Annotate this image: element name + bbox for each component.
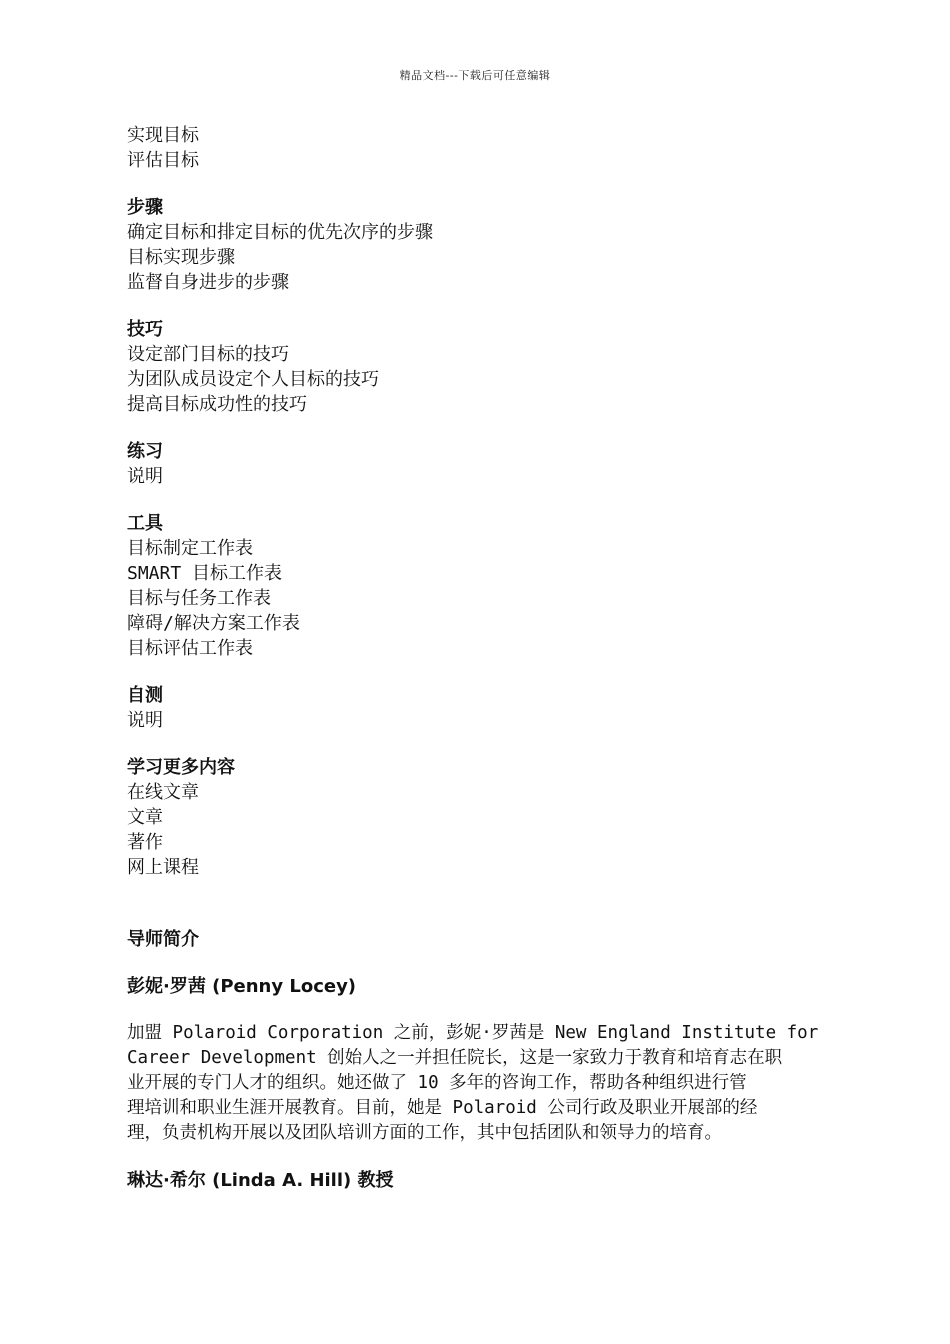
bio-line: 理培训和职业生涯开展教育。目前，她是 Polaroid 公司行政及职业开展部的经 [127,1098,758,1118]
bio-line: 加盟 Polaroid Corporation 之前，彭妮·罗茜是 New England Institute for [127,1023,819,1043]
section-steps [127,195,817,295]
list-item: SMART 目标工作表 [127,563,283,584]
section-heading: 工具 [127,513,163,534]
list-item: 说明 [127,710,163,731]
section-tools [127,511,817,661]
bio-line: Career Development 创始人之一并担任院长，这是一家致力于教育和培育志在职 [127,1048,783,1068]
mentors-section [127,927,817,1193]
document-body [127,123,817,1193]
section-learn-more [127,755,817,880]
list-item: 监督自身进步的步骤 [127,272,289,293]
page-header: 精品文档---下载后可任意编辑 [399,69,551,82]
list-item: 目标实现步骤 [127,247,235,268]
bio-line: 业开展的专门人才的组织。她还做了 10 多年的咨询工作，帮助各种组织进行管 [127,1073,747,1093]
list-item: 目标制定工作表 [127,538,253,559]
list-item: 著作 [127,832,163,853]
section-heading: 练习 [127,441,163,462]
list-item: 文章 [127,807,163,828]
section-heading: 自测 [127,685,163,706]
list-item: 设定部门目标的技巧 [127,344,289,365]
section-self-test [127,683,817,733]
list-item: 目标评估工作表 [127,638,253,659]
mentor-name: 琳达·希尔 (Linda A. Hill) 教授 [127,1170,394,1191]
list-item: 为团队成员设定个人目标的技巧 [127,369,379,390]
list-item: 提高目标成功性的技巧 [127,394,307,415]
mentors-title: 导师简介 [127,929,199,950]
intro-list [127,123,817,173]
list-item: 确定目标和排定目标的优先次序的步骤 [127,222,433,243]
list-item: 目标与任务工作表 [127,588,271,609]
section-heading: 学习更多内容 [127,757,235,778]
list-item: 网上课程 [127,857,199,878]
mentor-bio [127,1021,817,1146]
section-heading: 步骤 [127,197,163,218]
list-item: 实现目标 [127,125,199,146]
section-exercises [127,439,817,489]
section-heading: 技巧 [127,319,163,340]
section-skills [127,317,817,417]
bio-line: 理，负责机构开展以及团队培训方面的工作，其中包括团队和领导力的培育。 [127,1123,722,1143]
list-item: 评估目标 [127,150,199,171]
list-item: 障碍/解决方案工作表 [127,613,300,634]
list-item: 说明 [127,466,163,487]
mentor-name: 彭妮·罗茜 (Penny Locey) [127,976,357,997]
list-item: 在线文章 [127,782,199,803]
